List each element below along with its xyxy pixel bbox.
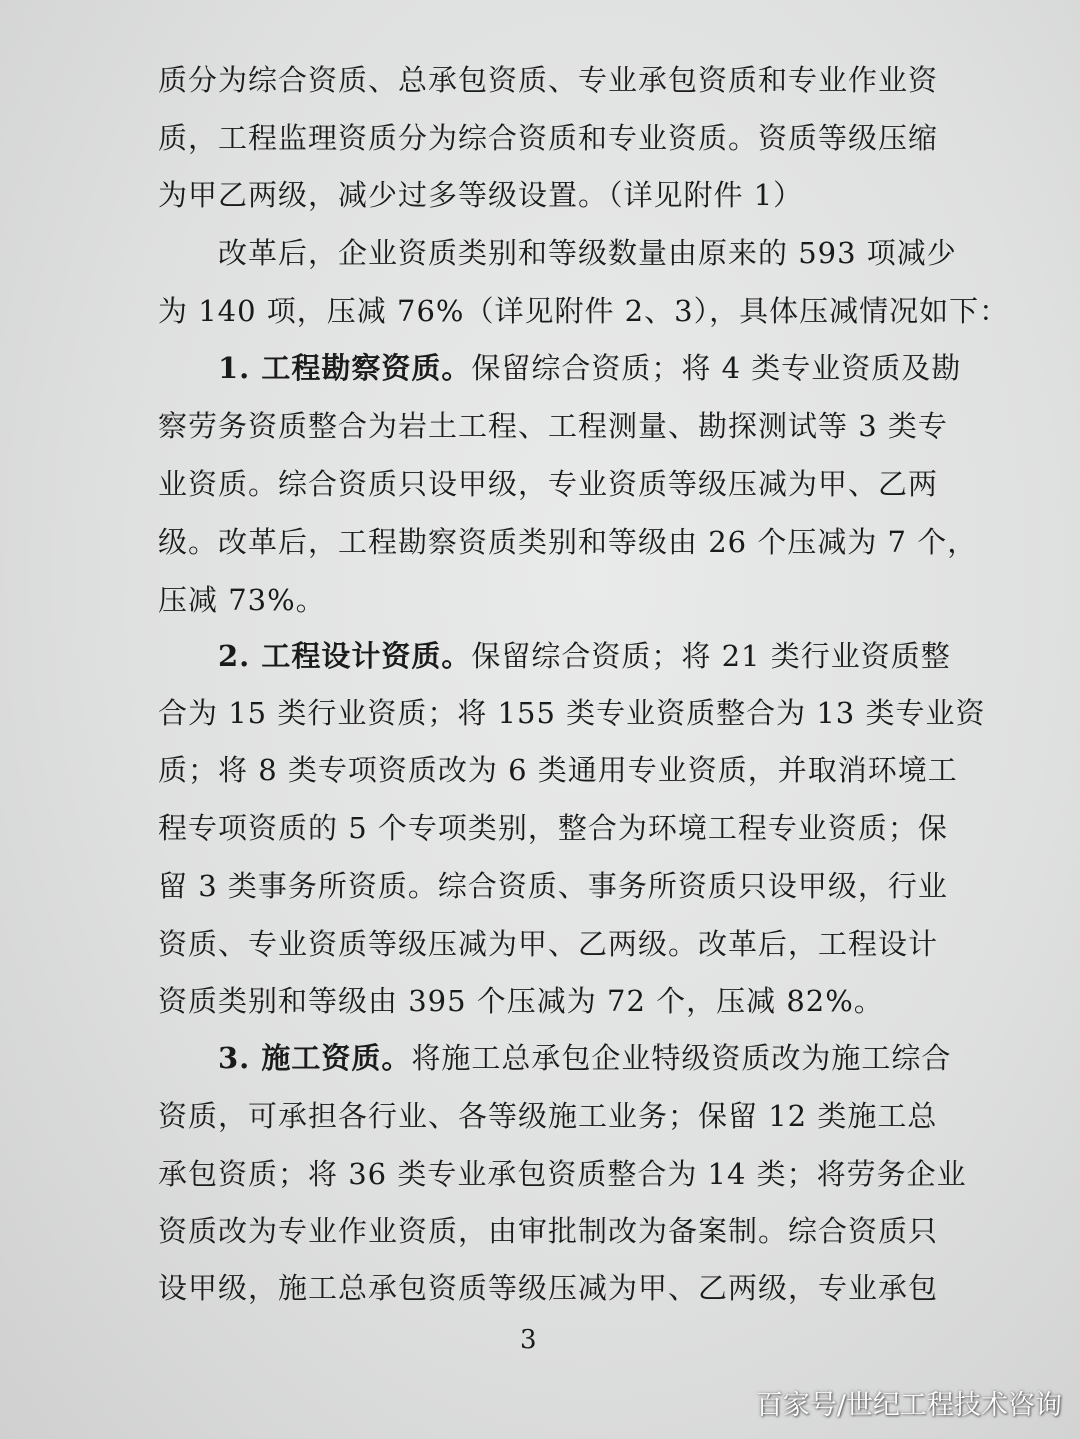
text-line: 资质改为专业作业资质，由审批制改为备案制。综合资质只 <box>158 1214 939 1248</box>
text-line: 质，工程监理资质分为综合资质和专业资质。资质等级压缩 <box>158 121 939 155</box>
design-paragraph-first-line <box>218 636 951 676</box>
heading-construction: 3. 施工资质。 <box>218 1041 412 1075</box>
text-line: 承包资质；将 36 类专业承包资质整合为 14 类；将劳务企业 <box>158 1157 967 1191</box>
text-line: 保留综合资质；将 21 类行业资质整 <box>471 639 951 673</box>
text-line: 设甲级，施工总承包资质等级压减为甲、乙两级，专业承包 <box>158 1271 939 1305</box>
text-line: 合为 15 类行业资质；将 155 类专业资质整合为 13 类专业资 <box>158 696 986 730</box>
survey-paragraph-first-line <box>218 348 962 388</box>
text-line: 留 3 类事务所资质。综合资质、事务所资质只设甲级，行业 <box>158 869 948 903</box>
text-line: 为甲乙两级，减少过多等级设置。（详见附件 1） <box>158 178 804 212</box>
text-line: 保留综合资质；将 4 类专业资质及勘 <box>471 351 962 385</box>
text-line: 资质，可承担各行业、各等级施工业务；保留 12 类施工总 <box>158 1099 938 1133</box>
text-line: 资质、专业资质等级压减为甲、乙两级。改革后，工程设计 <box>158 927 939 961</box>
text-line: 级。改革后，工程勘察资质类别和等级由 26 个压减为 7 个， <box>158 525 978 559</box>
construction-paragraph-first-line <box>218 1038 952 1078</box>
heading-design: 2. 工程设计资质。 <box>218 639 472 673</box>
text-line: 程专项资质的 5 个专项类别，整合为环境工程专业资质；保 <box>158 811 948 845</box>
text-line: 为 140 项，压减 76%（详见附件 2、3），具体压减情况如下： <box>158 294 1010 328</box>
text-line: 资质类别和等级由 395 个压减为 72 个，压减 82%。 <box>158 984 884 1018</box>
page-number: 3 <box>520 1325 537 1355</box>
heading-survey: 1. 工程勘察资质。 <box>218 351 472 385</box>
text-line: 质分为综合资质、总承包资质、专业承包资质和专业作业资 <box>158 63 939 97</box>
text-line: 质；将 8 类专项资质改为 6 类通用专业资质，并取消环境工 <box>158 753 958 787</box>
text-line: 业资质。综合资质只设甲级，专业资质等级压减为甲、乙两 <box>158 467 939 501</box>
text-line: 压减 73%。 <box>158 583 326 617</box>
watermark: 百家号/世纪工程技术咨询 <box>755 1390 1062 1421</box>
text-line: 改革后，企业资质类别和等级数量由原来的 593 项减少 <box>218 236 957 270</box>
text-line: 将施工总承包企业特级资质改为施工综合 <box>411 1041 952 1075</box>
text-line: 察劳务资质整合为岩土工程、工程测量、勘探测试等 3 类专 <box>158 409 948 443</box>
